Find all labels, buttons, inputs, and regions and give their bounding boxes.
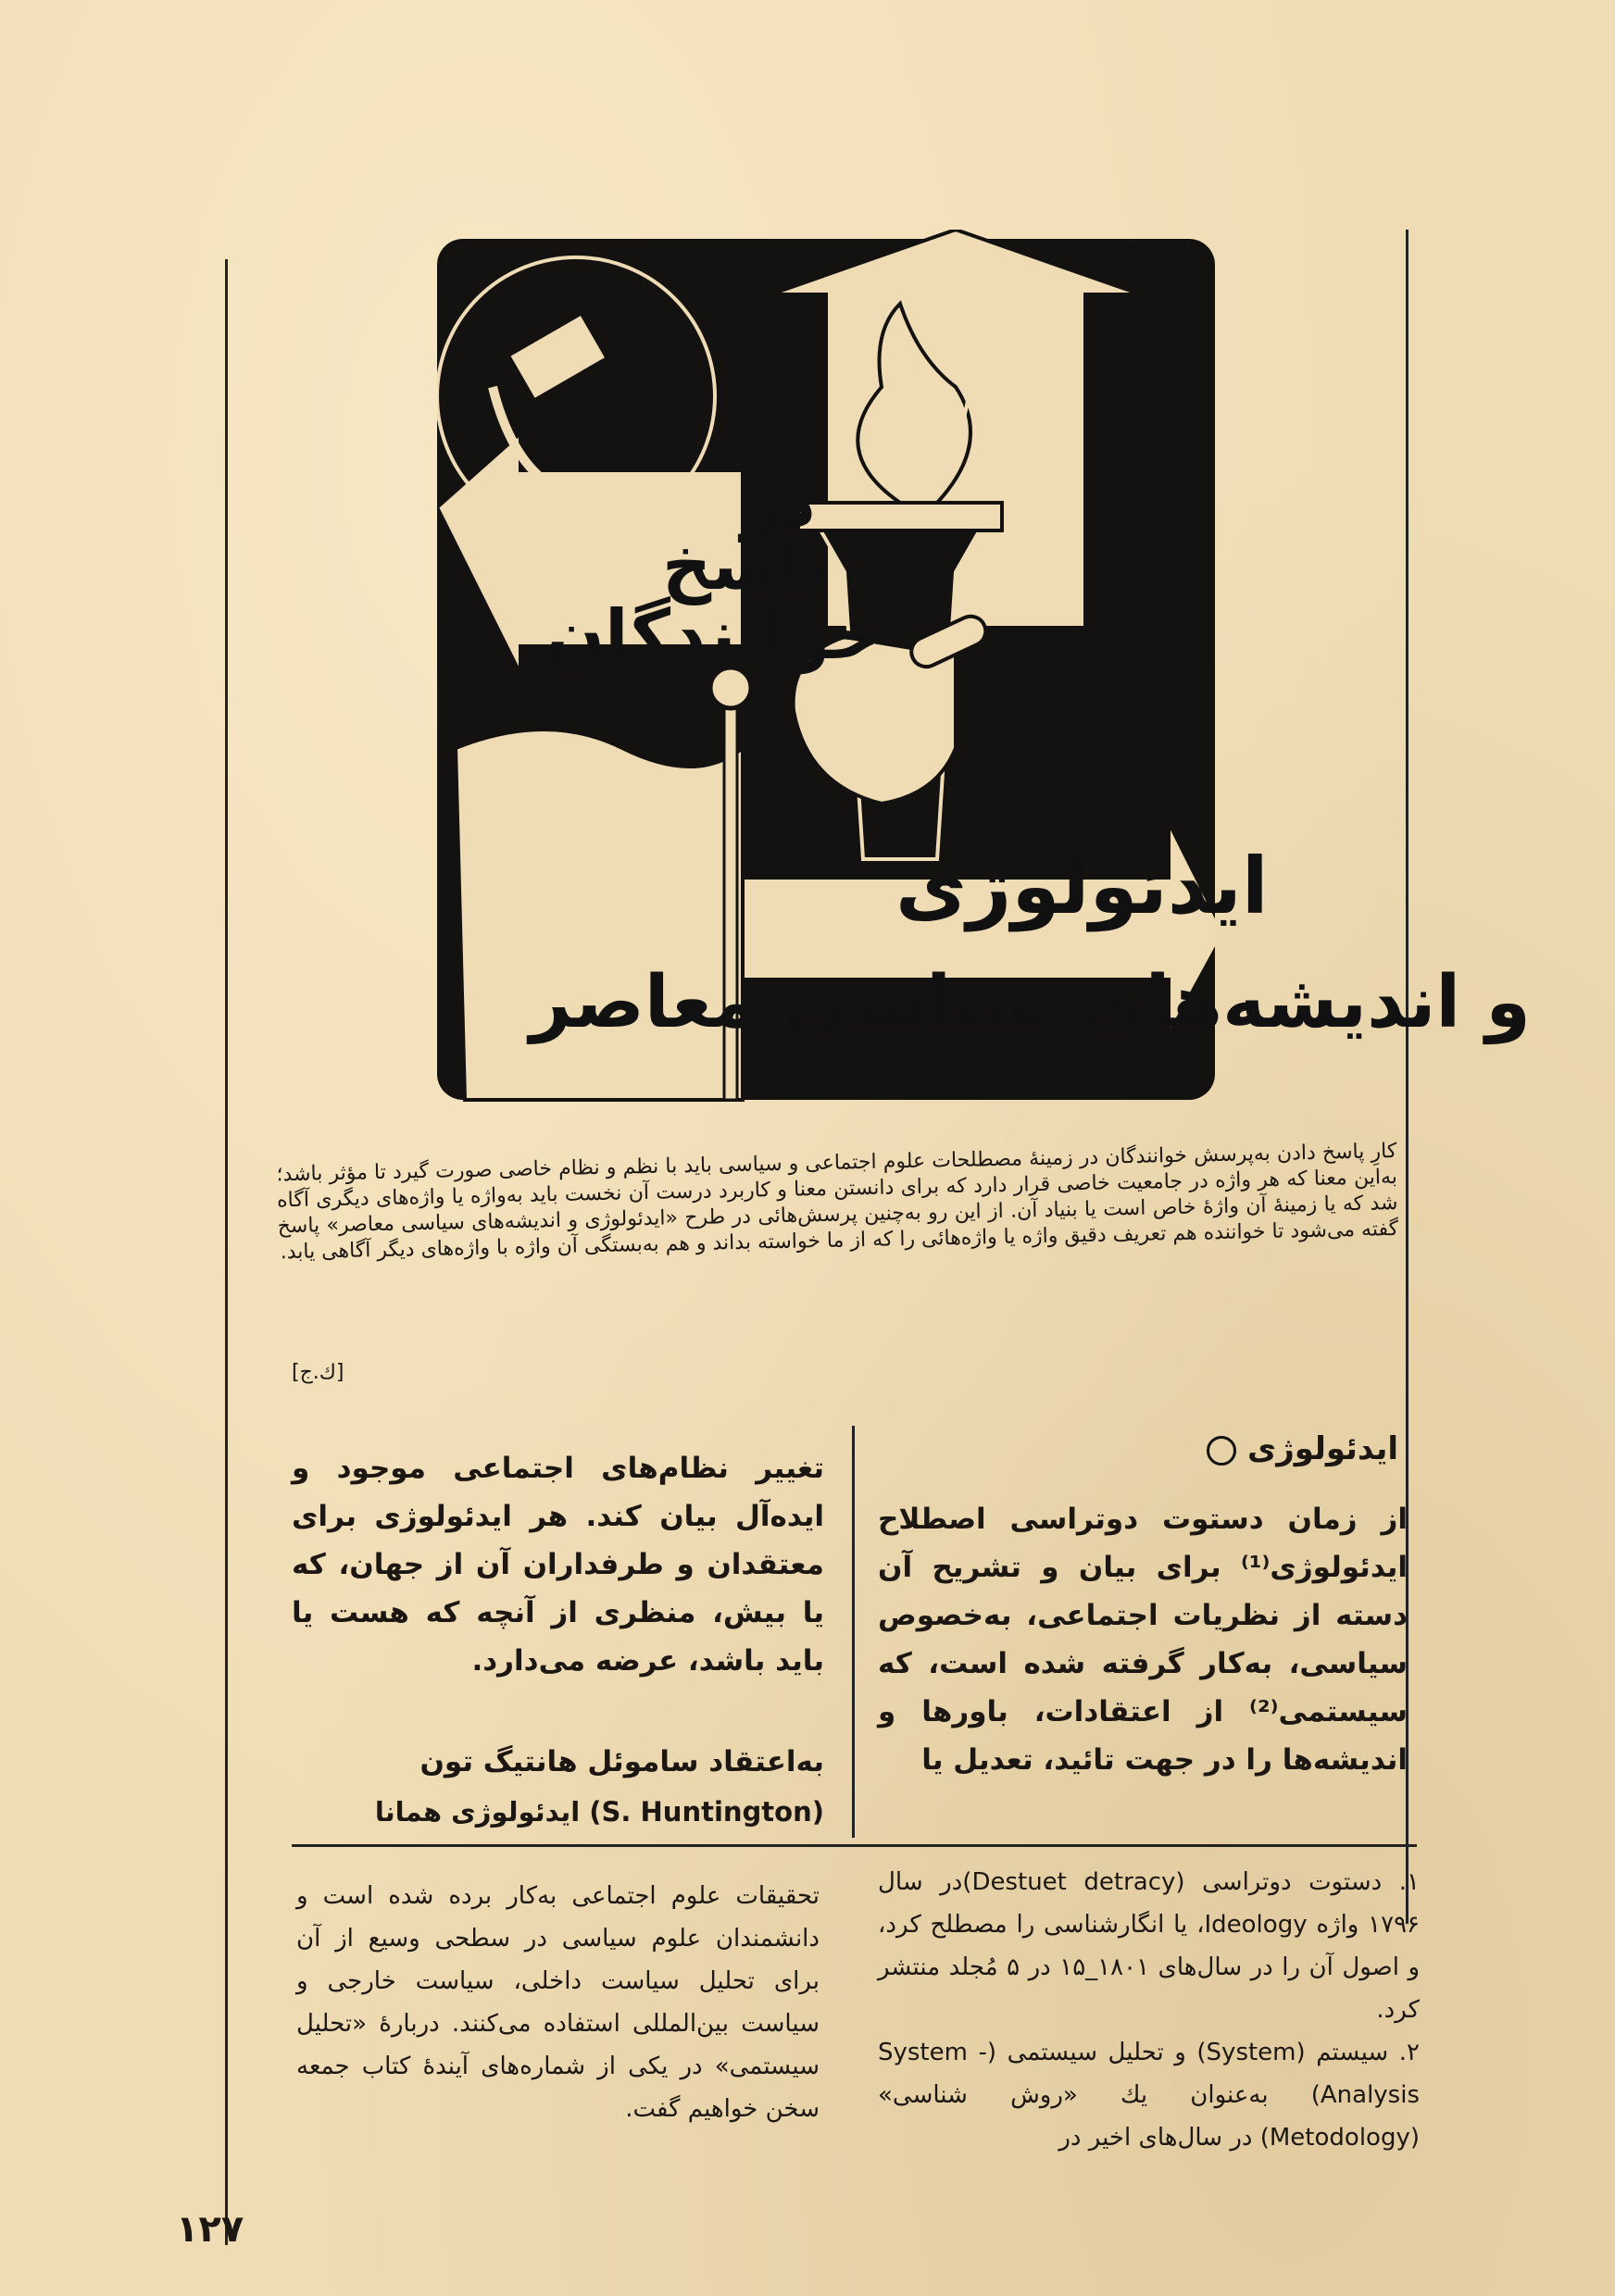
flag [456, 730, 743, 1100]
column-divider [852, 1426, 855, 1838]
huntington-line-2: (S. Huntington) ایدئولوژی همانا [374, 1796, 824, 1828]
title-ideology: ایدئولوژی [895, 841, 1269, 931]
circle-bullet-icon [1207, 1436, 1236, 1466]
frame-rule-left [225, 259, 228, 2245]
page-number: ۱۲۷ [176, 2208, 244, 2251]
entry-right-column: از زمان دستوت دوتراسی اصطلاح ایدئولوژی⁽¹⁾ برای بیان و تشریح آن دسته از نظریات اجتماعی، به‌خصوص سیاسی، به‌کار گرفته شده است، که سیستمی⁽²⁾ از اعتقادات، باورها و اندیشه‌ها را در جهت تائید، تعدیل یا [878, 1503, 1408, 1777]
title-pasokh: پاسخ [662, 526, 831, 605]
footnotes-right [878, 1861, 1420, 2159]
footnote-rule [292, 1844, 1417, 1847]
entry-heading [972, 1430, 1398, 1467]
intro-paragraph: کارِ پاسخ دادن به‌پرسش خوانندگان در زمینهٔ مصطلحات علوم اجتماعی و سیاسی باید با نظم و نظام خاصی صورت گیرد تا مؤثر باشد؛ به‌این معنا که هر واژه در جامعیت خاصی قرار دارد که برای دانستن معنا و کاربرد درست آن نخست باید به‌واژه یا واژه‌های دیگری آگاه شد که یا زمینهٔ آن واژهٔ خاص است یا بنیاد آن. از این رو به‌چنین پرسش‌هائی در طرح «ایدئولوژی و اندیشه‌های سیاسی معاصر» پاسخ گفته می‌شود تا خواننده هم تعریف دقیق واژه یا واژه‌هائی را که از ما خواسته بداند و هم به‌بستگی آن واژه با واژه‌های دیگر آگاهی یابد. [276, 1139, 1399, 1265]
title-dar: در [741, 463, 816, 543]
footnotes-left: تحقیقات علوم اجتماعی به‌کار برده شده است و دانشمندان علوم سیاسی در سطحی وسیع از آن برای تحلیل سیاست داخلی، سیاست خارجی و سیاست بین‌المللی استفاده می‌کنند. دربارهٔ «تحلیل سیستمی» در یکی از شماره‌های آیندهٔ کتاب جمعه سخن خواهیم گفت. [296, 1882, 820, 2123]
entry-left-column: تغییر نظام‌های اجتماعی موجود و ایده‌آل بیان کند. هر ایدئولوژی برای معتقدان و طرفداران آن از جهان، که یا بیش، منظری از آنچه که هست یا باید باشد، عرضه می‌دارد. [292, 1452, 824, 1678]
footnote-1: ۱. دستوت دوتراسی (Destuet detracy)در سال ۱۷۹۶ واژه Ideology، یا انگارشناسی را مصطلح کرد، و اصول آن را در سال‌های ۱۸۰۱_۱۵ در ۵ مُجلد منتشر کرد. [878, 1868, 1421, 2024]
entry-heading-label: ایدئولوژی [1247, 1430, 1398, 1467]
title-illustration [437, 230, 1531, 1109]
title-andishe: و اندیشه‌های سیاسی معاصر [530, 961, 1531, 1044]
footnote-2: ۲. سیستم (System) و تحلیل سیستمی (System - Analysis) به‌عنوان یك «روش شناسی» (Metodology) در سال‌های اخیر در [878, 2039, 1420, 2152]
title-khanandegan: خوانندگان [546, 595, 880, 675]
huntington-line-1: به‌اعتقاد ساموئل هانتیگ تون [419, 1745, 824, 1778]
intro-signature: [ك.ج] [292, 1361, 344, 1384]
